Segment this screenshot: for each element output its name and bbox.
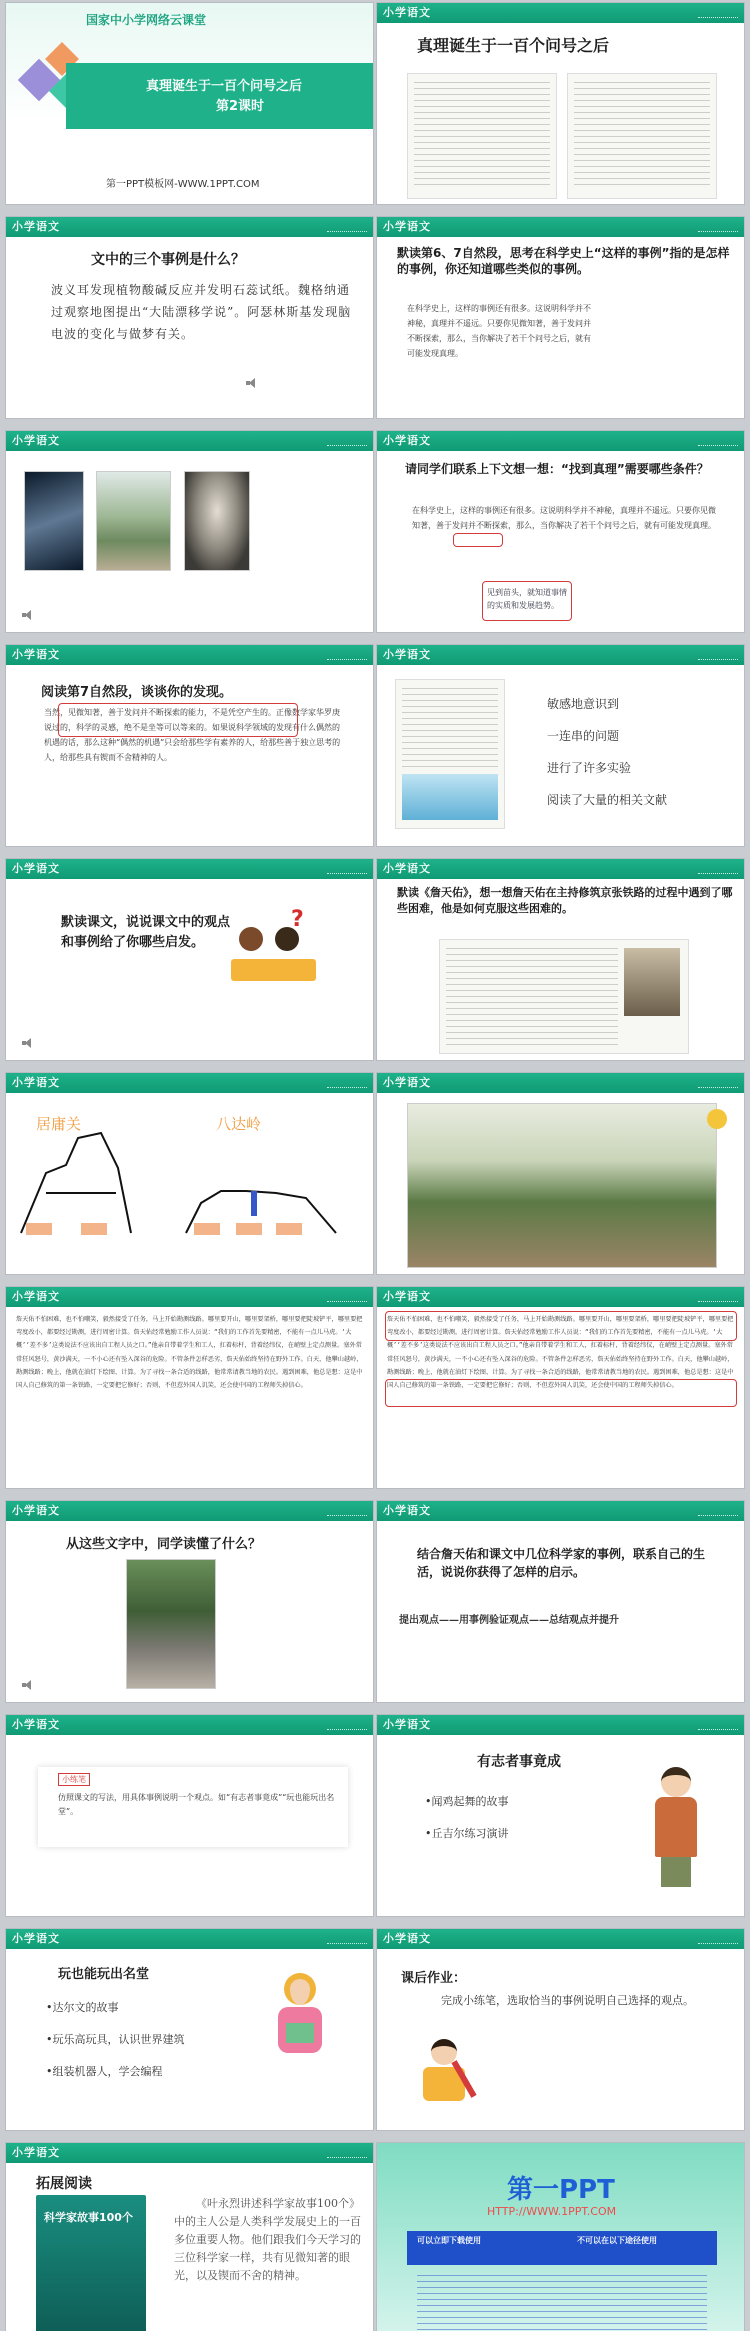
slide-18-title: 有志者事竟成 [477, 1754, 561, 1770]
slide-19-title: 玩也能玩出名堂 [58, 1967, 150, 1982]
slide-20[interactable] [376, 1928, 745, 2131]
info-col-1: 可以立即下载使用 [417, 2236, 481, 2245]
slide-5[interactable] [5, 430, 374, 633]
slide-bar: 小学语文 [6, 217, 373, 237]
slide-10[interactable] [376, 858, 745, 1061]
slide-bar: 小学语文 [6, 645, 373, 665]
book-cover-title: 科学家故事100个 [44, 2211, 133, 2224]
slide-7[interactable] [5, 644, 374, 847]
slide-7-body: 当然，见微知著，善于发问并不断探索的能力，不是凭空产生的。正像数学家华罗庚说过的，科学的灵感，绝不是坐等可以等来的。如果说科学领域的发现有什么偶然的机遇的话，那么这种“偶然的机遇”只会给那些学有素养的人，给那些善于独立思考的人，给那些具有锲而不舍精神的人。 [44, 708, 341, 762]
ppt-url[interactable]: HTTP://WWW.1PPT.COM [487, 2205, 617, 2218]
slide-1-site: 第一PPT模板网-WWW.1PPT.COM [106, 179, 260, 190]
slide-19-item-3: •组装机器人，学会编程 [46, 2065, 163, 2078]
book-page-left [407, 73, 557, 199]
slide-4[interactable] [376, 216, 745, 419]
slide-2[interactable] [376, 2, 745, 205]
slide-7-title: 阅读第7自然段，谈谈你的发现。 [41, 685, 233, 700]
slide-12[interactable] [376, 1072, 745, 1275]
label-juyongguan: 居庸关 [36, 1115, 82, 1133]
slide-bar: 小学语文 [6, 431, 373, 451]
slide-17[interactable] [5, 1714, 374, 1917]
highlight-box [453, 533, 503, 547]
slide-8-item-4: 阅读了大量的相关文献 [547, 793, 668, 807]
scientist-portrait-image [184, 471, 250, 571]
slide-bar: 小学语文 [6, 1501, 373, 1521]
slide-8-item-2: 一连串的问题 [547, 729, 620, 743]
link-list [417, 2275, 707, 2331]
book-page [395, 679, 505, 829]
xray-hand-image [24, 471, 84, 571]
info-col-2: 不可以在以下途径使用 [577, 2236, 657, 2245]
slide-bar: 小学语文 [377, 431, 744, 451]
book-cover [36, 2195, 146, 2331]
slide-bar: 小学语文 [377, 1715, 744, 1735]
slide-11[interactable] [5, 1072, 374, 1275]
slide-bar: 小学语文 [6, 1287, 373, 1307]
speaker-icon[interactable] [246, 378, 258, 388]
slide-21-title: 拓展阅读 [36, 2176, 92, 2192]
slide-bar: 小学语文 [377, 1929, 744, 1949]
slide-16-formula: 提出观点——用事例验证观点——总结观点并提升 [399, 1615, 619, 1626]
slide-21[interactable] [5, 2142, 374, 2331]
slide-20-body: 完成小练笔，选取恰当的事例说明自己选择的观点。 [441, 1994, 694, 2007]
statue-photo [126, 1559, 216, 1689]
student-writing-illustration [417, 2039, 477, 2111]
slide-1-title: 真理诞生于一百个问号之后 [146, 79, 303, 94]
slide-bar: 小学语文 [377, 645, 744, 665]
slide-14-body: 詹天佑不怕困难，也不怕嘲笑，毅然接受了任务，马上开始勘测线路。哪里要开山，哪里要架桥，哪里要把陡坡铲平，哪里要把弯度改小，都要经过勘测，进行周密计算。詹天佑经常勉励工作人员说：“我们的工作首先要精密，不能有一点儿马虎。‘大概’‘差不多’这类说法不应该出自工程人员之口。”他亲自带着学生和工人，扛着标杆，背着经纬仪，在峭壁上定点测量。塞外常常狂风怒号，黄沙满天，一不小心还有坠入深谷的危险。不管条件怎样恶劣，詹天佑始终坚持在野外工作。白天，他攀山越岭，勘测线路；晚上，他就在油灯下绘图、计算。为了寻找一条合适的线路，他常常请教当地的农民。遇到困难，他总是想：这是中国人自己修筑的第一条铁路，一定要把它修好；否则，不但惹外国人讥笑，还会使中国的工程师失掉信心。 [387, 1316, 734, 1390]
slide-bar: 小学语文 [6, 2143, 373, 2163]
slide-bar: 小学语文 [377, 3, 744, 23]
slide-8[interactable] [376, 644, 745, 847]
slide-18[interactable] [376, 1714, 745, 1917]
slide-2-title: 真理诞生于一百个问号之后 [417, 36, 610, 55]
slide-18-item-2: •丘吉尔练习演讲 [425, 1827, 509, 1840]
book-page [439, 939, 689, 1054]
teacher-illustration [647, 1767, 707, 1887]
badaling-painting [407, 1103, 717, 1268]
slide-19-item-2: •玩乐高玩具，认识世界建筑 [46, 2033, 185, 2046]
slide-10-title: 默读《詹天佑》，想一想詹天佑在主持修筑京张铁路的过程中遇到了哪些困难，他是如何克服这些困难的。 [397, 886, 733, 915]
slide-1[interactable] [5, 2, 374, 205]
slide-17-body: 仿照课文的写法，用具体事例说明一个观点。如“有志者事竟成”“玩也能玩出名堂”。 [58, 1793, 335, 1816]
slide-bar: 小学语文 [377, 1287, 744, 1307]
slide-16[interactable] [376, 1500, 745, 1703]
slide-15-title: 从这些文字中，同学读懂了什么？ [66, 1537, 262, 1552]
slide-20-title: 课后作业： [401, 1971, 467, 1986]
slide-18-item-1: •闻鸡起舞的故事 [425, 1795, 509, 1808]
highlight-box [385, 1379, 737, 1407]
slide-19-item-1: •达尔文的故事 [46, 2001, 119, 2014]
slide-13[interactable] [5, 1286, 374, 1489]
highlight-box [58, 703, 298, 737]
slide-1-logo: 国家中小学网络云课堂 [86, 13, 207, 27]
slide-9-title: 默读课文，说说课文中的观点和事例给了你哪些启发。 [61, 915, 231, 950]
slide-13-body: 詹天佑不怕困难，也不怕嘲笑，毅然接受了任务，马上开始勘测线路。哪里要开山，哪里要架桥，哪里要把陡坡铲平，哪里要把弯度改小，都要经过勘测，进行周密计算。詹天佑经常勉励工作人员说：“我们的工作首先要精密，不能有一点儿马虎。‘大概’‘差不多’这类说法不应该出自工程人员之口。”他亲自带着学生和工人，扛着标杆，背着经纬仪，在峭壁上定点测量。塞外常常狂风怒号，黄沙满天，一不小心还有坠入深谷的危险。不管条件怎样恶劣，詹天佑始终坚持在野外工作。白天，他攀山越岭，勘测线路；晚上，他就在油灯下绘图、计算。为了寻找一条合适的线路，他常常请教当地的农民。遇到困难，他总是想：这是中国人自己修筑的第一条铁路，一定要把它修好；否则，不但惹外国人讥笑，还会使中国的工程师失掉信心。 [16, 1316, 363, 1390]
slide-16-title: 结合詹天佑和课文中几位科学家的事例，联系自己的生活，说说你获得了怎样的启示。 [417, 1547, 706, 1579]
badge-icon [707, 1109, 727, 1129]
slide-8-item-1: 敏感地意识到 [547, 697, 620, 711]
exercise-tag: 小练笔 [58, 1773, 90, 1786]
slide-bar: 小学语文 [377, 1073, 744, 1093]
slide-bar: 小学语文 [6, 1715, 373, 1735]
tree-image [96, 471, 171, 571]
label-badaling: 八达岭 [216, 1115, 262, 1133]
slide-6-body: 在科学史上，这样的事例还有很多。这说明科学并不神秘，真理并不遥远。只要你见微知著，善于发问并不断探索，那么，当你解决了若干个问号之后，就有可能发现真理。 [412, 506, 716, 530]
slide-6-title: 请同学们联系上下文想一想：“找到真理”需要哪些条件？ [405, 462, 709, 476]
slide-6[interactable] [376, 430, 745, 633]
tunnel-diagram [6, 1073, 374, 1275]
slide-1-subtitle: 第2课时 [216, 99, 265, 114]
slide-6-note: 见到苗头，就知道事情的实质和发展趋势。 [487, 588, 567, 610]
slide-15[interactable] [5, 1500, 374, 1703]
slide-bar: 小学语文 [6, 1073, 373, 1093]
slide-bar: 小学语文 [377, 217, 744, 237]
slide-21-body: 《叶永烈讲述科学家故事100个》中的主人公是人类科学发展史上的一百多位重要人物。他们跟我们今天学习的三位科学家一样，共有见微知著的眼光，以及锲而不舍的精神。 [174, 2197, 361, 2282]
slide-22[interactable] [376, 2142, 745, 2331]
slide-bar: 小学语文 [6, 859, 373, 879]
ppt-logo: 第一PPT [507, 2175, 615, 2205]
speaker-icon[interactable] [22, 1038, 34, 1048]
slide-3[interactable] [5, 216, 374, 419]
girl-with-book-illustration [266, 1973, 336, 2083]
slide-4-title: 默读第6、7自然段，思考在科学史上“这样的事例”指的是怎样的事例，你还知道哪些类似的事例。 [397, 246, 730, 276]
slide-4-body: 在科学史上，这样的事例还有很多。这说明科学并不神秘，真理并不遥远。只要你见微知著，善于发问并不断探索，那么，当你解决了若干个问号之后，就有可能发现真理。 [407, 304, 591, 358]
slide-14[interactable] [376, 1286, 745, 1489]
speaker-icon[interactable] [22, 1680, 34, 1690]
slide-9[interactable] [5, 858, 374, 1061]
book-page-right [567, 73, 717, 199]
slide-3-title: 文中的三个事例是什么？ [91, 252, 245, 268]
slide-19[interactable] [5, 1928, 374, 2131]
highlight-box [385, 1311, 737, 1341]
slide-8-item-3: 进行了许多实验 [547, 761, 632, 775]
speaker-icon[interactable] [22, 610, 34, 620]
students-illustration: ? [231, 919, 316, 999]
slide-bar: 小学语文 [6, 1929, 373, 1949]
slide-bar: 小学语文 [377, 859, 744, 879]
slide-bar: 小学语文 [377, 1501, 744, 1521]
slide-3-body: 波义耳发现植物酸碱反应并发明石蕊试纸。魏格纳通过观察地图提出“大陆漂移学说”。阿瑟林斯基发现脑电波的变化与做梦有关。 [51, 283, 352, 341]
